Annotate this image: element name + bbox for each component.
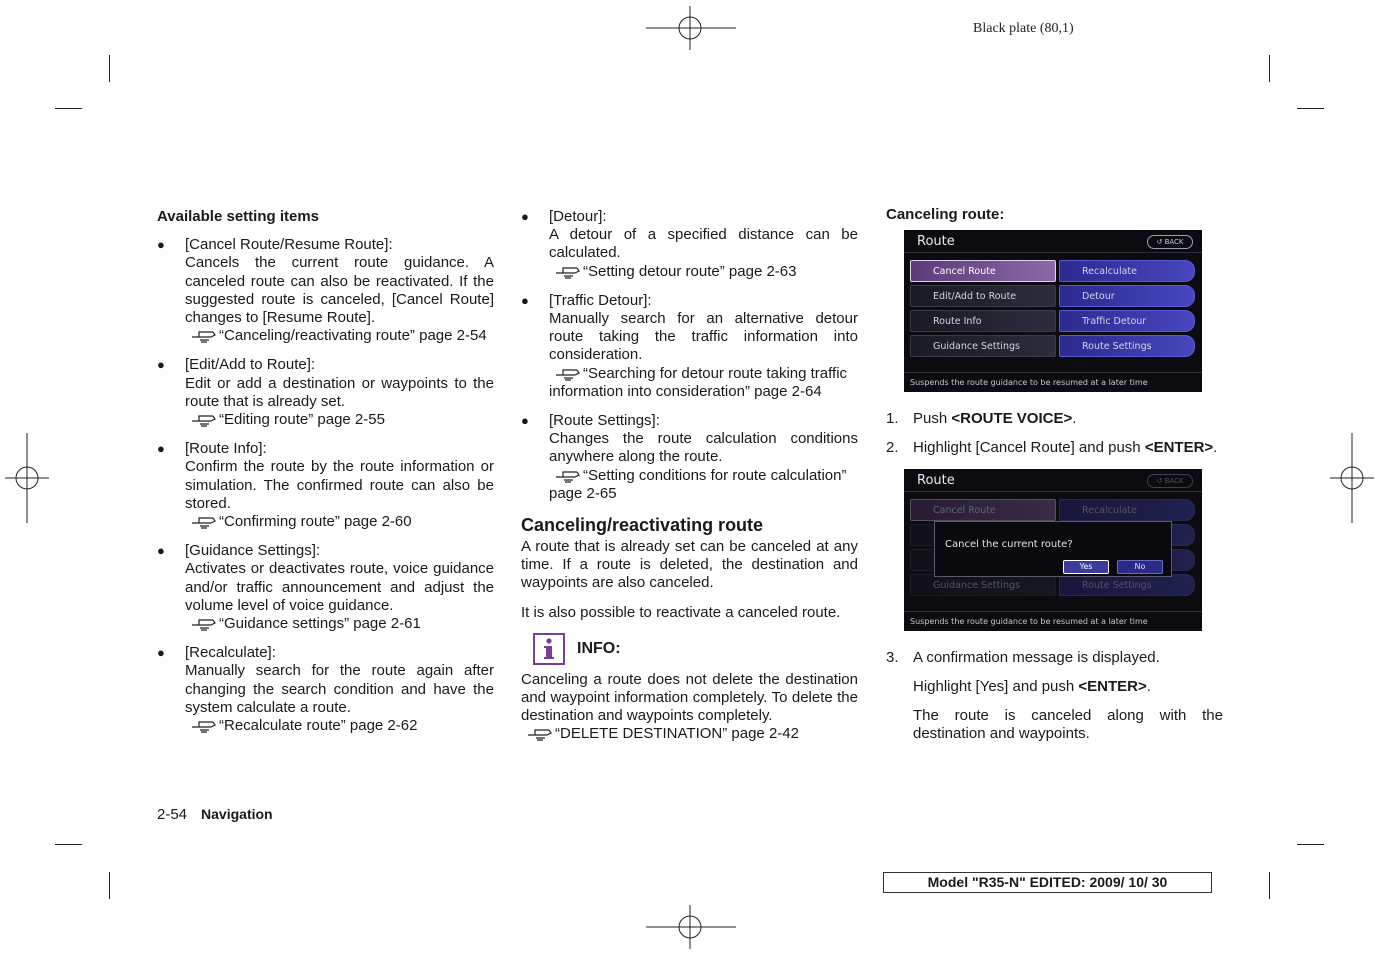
pointing-hand-icon [191, 413, 217, 427]
screen-title: Route [917, 234, 955, 250]
item-title: [Cancel Route/Resume Route]: [185, 236, 393, 254]
confirm-dialog [934, 521, 1172, 577]
list-item [521, 412, 858, 503]
paragraph: A route that is already set can be canceled at any time. If a route is deleted, the destination and waypoints are also canceled. [521, 538, 858, 592]
available-settings-heading: Available setting items [157, 208, 319, 225]
cross-reference-link[interactable]: “Canceling/reactivating route” page 2-54 [219, 327, 487, 345]
pointing-hand-icon [191, 719, 217, 733]
crop-mark [1297, 108, 1324, 109]
item-body: Cancels the current route guidance. A canceled route can also be reactivated. If the suggested route is canceled, [Cancel Route] changes to [Resume Route]. [185, 254, 494, 327]
registration-mark-top [646, 6, 736, 50]
pointing-hand-icon [191, 515, 217, 529]
screen-footer: Suspends the route guidance to be resumed at a later time [904, 611, 1202, 631]
route-settings-button[interactable]: Route Settings [1059, 335, 1195, 357]
cross-reference-link[interactable]: “Guidance settings” page 2-61 [219, 615, 421, 633]
guidance-settings-button[interactable]: Guidance Settings [910, 335, 1056, 357]
item-title: [Edit/Add to Route]: [185, 356, 316, 374]
step: 3. A confirmation message is displayed. [886, 648, 1160, 666]
crop-mark [1269, 55, 1270, 82]
cross-reference-link[interactable]: “Setting conditions for route calculation” page 2-65 [549, 466, 847, 502]
item-body: Activates or deactivates route, voice guidance and/or traffic announcement and adjust the volume level of voice guidance. [185, 560, 494, 614]
list-item [521, 292, 858, 401]
cross-reference-link[interactable]: “DELETE DESTINATION” page 2-42 [555, 725, 799, 743]
step-detail: Highlight [Yes] and push <ENTER>. [913, 677, 1151, 695]
recalculate-button: Recalculate [1059, 499, 1195, 521]
screen-footer: Suspends the route guidance to be resumed at a later time [904, 372, 1202, 392]
cross-reference-link[interactable]: “Searching for detour route taking traffic information into consideration” page 2-64 [549, 364, 848, 400]
column-1 [157, 208, 494, 746]
pointing-hand-icon [527, 727, 553, 741]
cancel-route-button[interactable]: Cancel Route [910, 260, 1056, 282]
item-title: [Route Info]: [185, 440, 267, 458]
no-button[interactable]: No [1117, 560, 1163, 574]
list-item [521, 208, 858, 281]
paragraph: It is also possible to reactivate a canceled route. [521, 603, 841, 621]
cancel-confirm-screen [904, 469, 1202, 631]
item-body: Confirm the route by the route information or simulation. The confirmed route can also be stored. [185, 458, 494, 512]
canceling-route-heading: Canceling route: [886, 206, 1005, 223]
bullet-icon: ● [521, 209, 529, 224]
bullet-icon: ● [521, 292, 529, 308]
route-settings-button: Route Settings [1059, 574, 1195, 596]
item-body: A detour of a specified distance can be calculated. [549, 226, 858, 262]
list-item [157, 644, 494, 735]
guidance-settings-button: Guidance Settings [910, 574, 1056, 596]
traffic-detour-button[interactable]: Traffic Detour [1059, 310, 1195, 332]
item-title: [Detour]: [549, 208, 607, 225]
route-info-button[interactable]: Route Info [910, 310, 1056, 332]
crop-mark [109, 872, 110, 899]
item-body: Changes the route calculation conditions anywhere along the route. [549, 430, 858, 466]
plate-label: Black plate (80,1) [973, 21, 1074, 36]
cross-reference-link[interactable]: “Editing route” page 2-55 [219, 411, 385, 429]
back-button[interactable]: ↺ BACK [1147, 474, 1193, 488]
bullet-icon: ● [157, 441, 165, 457]
model-edited-box: Model "R35-N" EDITED: 2009/ 10/ 30 [883, 872, 1212, 893]
step: 1. Push <ROUTE VOICE>. [886, 410, 1077, 428]
info-header [521, 633, 858, 665]
cancel-route-button: Cancel Route [910, 499, 1056, 521]
route-menu-screen [904, 230, 1202, 392]
info-label: INFO: [577, 639, 621, 657]
registration-mark-bottom [646, 905, 736, 949]
registration-mark-left [5, 433, 49, 523]
column-2 [521, 208, 858, 744]
screen-title: Route [917, 472, 955, 488]
item-body: Edit or add a destination or waypoints to the route that is already set. [185, 374, 494, 410]
page-footer [157, 806, 273, 823]
item-title: [Route Settings]: [549, 412, 660, 430]
page-number: 2-54 [157, 806, 188, 823]
info-icon [533, 633, 565, 665]
bullet-icon: ● [157, 357, 165, 373]
edit-add-route-button[interactable]: Edit/Add to Route [910, 285, 1056, 307]
step: 2. Highlight [Cancel Route] and push <ENTER>. [886, 439, 1218, 457]
dialog-message: Cancel the current route? [945, 538, 1073, 550]
bullet-icon: ● [157, 237, 165, 253]
cross-reference-link[interactable]: “Confirming route” page 2-60 [219, 513, 412, 531]
yes-button[interactable]: Yes [1063, 560, 1109, 574]
pointing-hand-icon [555, 265, 581, 279]
pointing-hand-icon [191, 617, 217, 631]
info-text: Canceling a route does not delete the destination and waypoint information completely. To delete the destination and waypoints completely. [521, 670, 858, 725]
list-item [157, 440, 494, 531]
cross-reference-link[interactable]: “Setting detour route” page 2-63 [583, 262, 797, 280]
section-title: Canceling/reactivating route [521, 515, 764, 536]
bullet-icon: ● [521, 413, 529, 429]
section-name: Navigation [201, 806, 273, 822]
detour-button[interactable]: Detour [1059, 285, 1195, 307]
bullet-icon: ● [157, 543, 165, 559]
registration-mark-right [1330, 433, 1374, 523]
pointing-hand-icon [555, 469, 581, 483]
column-3 [886, 206, 1223, 754]
crop-mark [109, 55, 110, 82]
crop-mark [1269, 872, 1270, 899]
pointing-hand-icon [555, 367, 581, 381]
recalculate-button[interactable]: Recalculate [1059, 260, 1195, 282]
bullet-icon: ● [157, 645, 165, 661]
item-title: [Recalculate]: [185, 644, 276, 662]
crop-mark [1297, 844, 1324, 845]
item-title: [Traffic Detour]: [549, 291, 652, 309]
item-body: Manually search for the route again after changing the search condition and have the system calculate a route. [185, 662, 494, 716]
cross-reference-link[interactable]: “Recalculate route” page 2-62 [219, 717, 418, 735]
crop-mark [55, 108, 82, 109]
list-item [157, 542, 494, 633]
item-title: [Guidance Settings]: [185, 542, 321, 560]
step-detail: The route is canceled along with the destination and waypoints. [913, 707, 1223, 743]
crop-mark [55, 844, 82, 845]
pointing-hand-icon [191, 329, 217, 343]
back-button[interactable]: ↺ BACK [1147, 235, 1193, 249]
item-body: Manually search for an alternative detour route taking the traffic information into consideration. [549, 310, 858, 364]
list-item [157, 236, 494, 345]
list-item [157, 356, 494, 429]
